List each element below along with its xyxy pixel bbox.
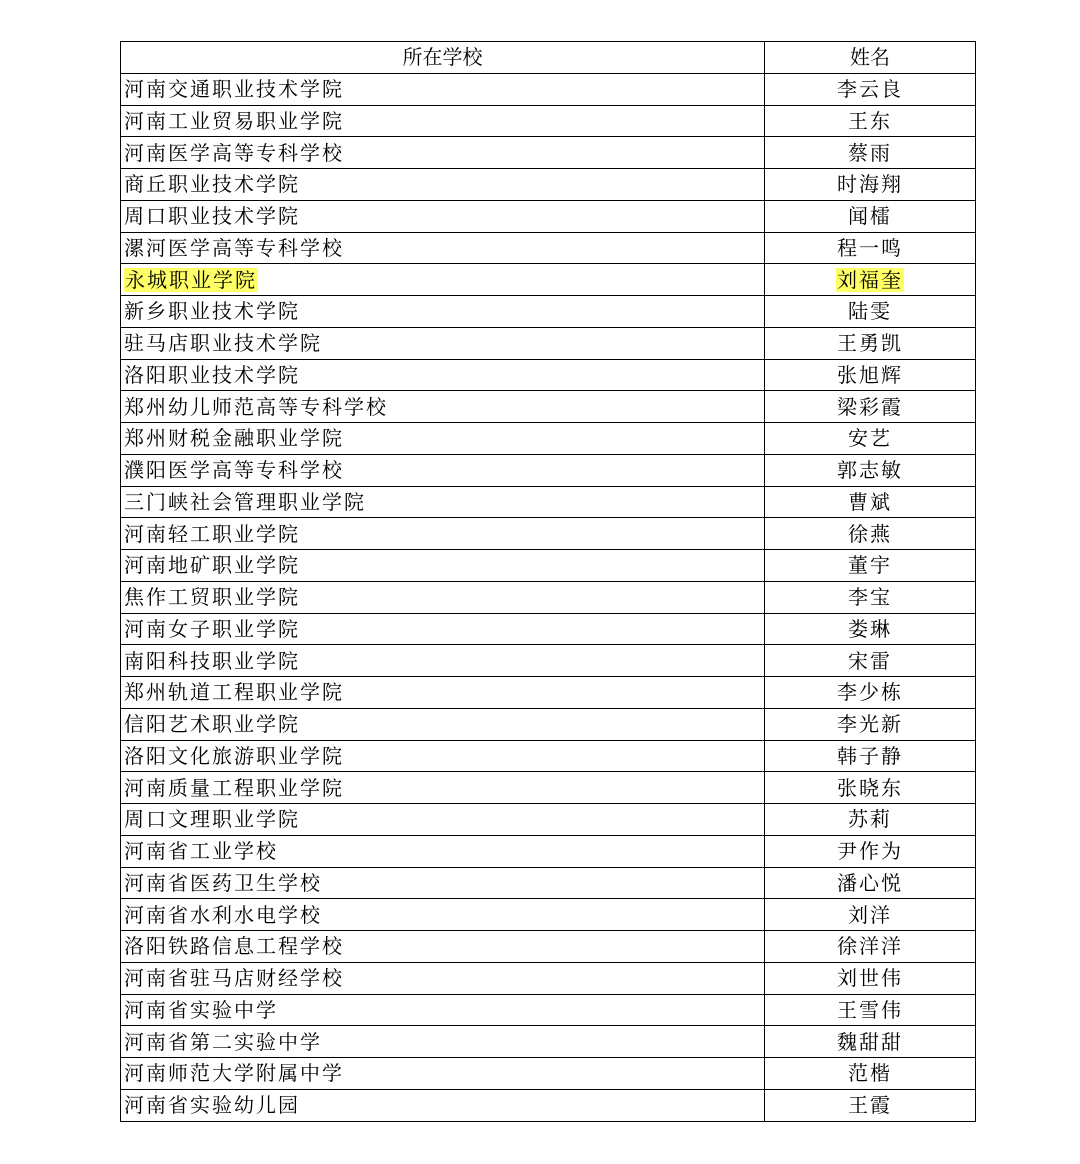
table-row bbox=[121, 359, 976, 391]
school-name-text: 河南质量工程职业学院 bbox=[124, 775, 344, 800]
table-row bbox=[121, 708, 976, 740]
school-name-text: 濮阳医学高等专科学校 bbox=[124, 458, 344, 483]
school-name-text: 郑州轨道工程职业学院 bbox=[124, 680, 344, 705]
table-row bbox=[121, 73, 976, 105]
person-name-text: 刘世伟 bbox=[837, 966, 903, 991]
school-cell bbox=[121, 1089, 765, 1121]
person-cell bbox=[765, 518, 976, 550]
person-name-text: 王雪伟 bbox=[837, 997, 903, 1022]
school-name-text: 河南师范大学附属中学 bbox=[124, 1061, 344, 1086]
school-name-text: 河南轻工职业学院 bbox=[124, 521, 300, 546]
school-name-text: 河南省实验幼儿园 bbox=[124, 1093, 300, 1118]
school-cell bbox=[121, 1058, 765, 1090]
table-row bbox=[121, 994, 976, 1026]
school-cell bbox=[121, 867, 765, 899]
school-cell bbox=[121, 772, 765, 804]
table-row bbox=[121, 296, 976, 328]
school-cell bbox=[121, 296, 765, 328]
person-name-text: 曹斌 bbox=[848, 489, 892, 514]
school-name-text: 永城职业学院 bbox=[125, 267, 257, 292]
table-row bbox=[121, 454, 976, 486]
person-name-text: 张旭辉 bbox=[837, 362, 903, 387]
person-name-text: 苏莉 bbox=[848, 807, 892, 832]
person-cell bbox=[765, 581, 976, 613]
roster-sheet bbox=[120, 41, 975, 1122]
person-cell bbox=[765, 169, 976, 201]
person-cell bbox=[765, 486, 976, 518]
school-cell bbox=[121, 423, 765, 455]
school-name-text: 周口文理职业学院 bbox=[124, 807, 300, 832]
school-name-text: 郑州幼儿师范高等专科学校 bbox=[124, 394, 388, 419]
person-name-text: 蔡雨 bbox=[848, 140, 892, 165]
person-cell bbox=[765, 1026, 976, 1058]
school-cell bbox=[121, 740, 765, 772]
person-cell bbox=[765, 994, 976, 1026]
school-name-text: 河南省第二实验中学 bbox=[124, 1029, 322, 1054]
school-cell bbox=[121, 550, 765, 582]
person-cell bbox=[765, 232, 976, 264]
school-name-text: 河南省水利水电学校 bbox=[124, 902, 322, 927]
table-row bbox=[121, 645, 976, 677]
table-row bbox=[121, 169, 976, 201]
school-name-text: 河南地矿职业学院 bbox=[124, 553, 300, 578]
person-name-text: 张晓东 bbox=[837, 775, 903, 800]
person-name-text: 董宇 bbox=[848, 553, 892, 578]
person-name-text: 闻檑 bbox=[848, 204, 892, 229]
person-cell bbox=[765, 105, 976, 137]
person-name-text: 宋雷 bbox=[848, 648, 892, 673]
table-row bbox=[121, 740, 976, 772]
person-cell bbox=[765, 296, 976, 328]
school-name-text: 焦作工贸职业学院 bbox=[124, 585, 300, 610]
header-name: 姓名 bbox=[765, 42, 976, 74]
person-name-text: 李云良 bbox=[837, 77, 903, 102]
header-row bbox=[121, 42, 976, 74]
person-cell bbox=[765, 359, 976, 391]
person-cell bbox=[765, 772, 976, 804]
person-cell bbox=[765, 391, 976, 423]
table-row bbox=[121, 486, 976, 518]
person-name-text: 李光新 bbox=[837, 712, 903, 737]
table-row bbox=[121, 1026, 976, 1058]
person-name-text: 潘心悦 bbox=[837, 870, 903, 895]
school-cell bbox=[121, 804, 765, 836]
school-name-text: 驻马店职业技术学院 bbox=[124, 331, 322, 356]
person-name-text: 王东 bbox=[848, 108, 892, 133]
table-row bbox=[121, 931, 976, 963]
school-name-text: 新乡职业技术学院 bbox=[124, 299, 300, 324]
person-name-text: 陆雯 bbox=[848, 299, 892, 324]
person-cell bbox=[765, 740, 976, 772]
person-cell bbox=[765, 677, 976, 709]
table-row bbox=[121, 899, 976, 931]
roster-table bbox=[120, 41, 976, 1122]
school-cell bbox=[121, 454, 765, 486]
school-cell bbox=[121, 105, 765, 137]
table-row bbox=[121, 613, 976, 645]
school-name-text: 河南交通职业技术学院 bbox=[124, 77, 344, 102]
person-cell bbox=[765, 550, 976, 582]
table-row bbox=[121, 423, 976, 455]
table-row bbox=[121, 232, 976, 264]
school-cell bbox=[121, 994, 765, 1026]
table-row bbox=[121, 391, 976, 423]
person-name-text: 李少栋 bbox=[837, 680, 903, 705]
person-cell bbox=[765, 835, 976, 867]
school-name-text: 周口职业技术学院 bbox=[124, 204, 300, 229]
school-cell bbox=[121, 264, 765, 296]
school-cell bbox=[121, 391, 765, 423]
person-name-text: 尹作为 bbox=[837, 839, 903, 864]
person-name-text: 徐洋洋 bbox=[837, 934, 903, 959]
person-name-text: 王霞 bbox=[848, 1093, 892, 1118]
table-row bbox=[121, 200, 976, 232]
school-cell bbox=[121, 899, 765, 931]
person-cell bbox=[765, 1089, 976, 1121]
table-row bbox=[121, 772, 976, 804]
table-row bbox=[121, 1058, 976, 1090]
roster-body bbox=[121, 73, 976, 1121]
school-cell bbox=[121, 931, 765, 963]
header-school: 所在学校 bbox=[121, 42, 765, 74]
school-name-text: 洛阳文化旅游职业学院 bbox=[124, 743, 344, 768]
school-name-text: 河南省实验中学 bbox=[124, 997, 278, 1022]
person-name-text: 安艺 bbox=[848, 426, 892, 451]
person-cell bbox=[765, 804, 976, 836]
person-cell bbox=[765, 1058, 976, 1090]
school-cell bbox=[121, 486, 765, 518]
person-name-text: 程一鸣 bbox=[837, 235, 903, 260]
table-row bbox=[121, 804, 976, 836]
person-name-text: 梁彩霞 bbox=[837, 394, 903, 419]
school-cell bbox=[121, 645, 765, 677]
table-row bbox=[121, 550, 976, 582]
person-cell bbox=[765, 645, 976, 677]
school-name-text: 河南省医药卫生学校 bbox=[124, 870, 322, 895]
school-name-text: 郑州财税金融职业学院 bbox=[124, 426, 344, 451]
table-row bbox=[121, 581, 976, 613]
table-row bbox=[121, 137, 976, 169]
school-cell bbox=[121, 518, 765, 550]
person-name-text: 范楷 bbox=[848, 1061, 892, 1086]
person-cell bbox=[765, 423, 976, 455]
school-cell bbox=[121, 169, 765, 201]
school-name-text: 河南省驻马店财经学校 bbox=[124, 966, 344, 991]
person-cell bbox=[765, 708, 976, 740]
school-cell bbox=[121, 1026, 765, 1058]
person-name-text: 时海翔 bbox=[837, 172, 903, 197]
school-name-text: 漯河医学高等专科学校 bbox=[124, 235, 344, 260]
person-name-text: 郭志敏 bbox=[837, 458, 903, 483]
person-cell bbox=[765, 899, 976, 931]
school-cell bbox=[121, 962, 765, 994]
table-row bbox=[121, 962, 976, 994]
school-name-text: 洛阳职业技术学院 bbox=[124, 362, 300, 387]
person-cell bbox=[765, 200, 976, 232]
school-name-text: 河南省工业学校 bbox=[124, 839, 278, 864]
person-cell bbox=[765, 931, 976, 963]
school-cell bbox=[121, 327, 765, 359]
person-cell bbox=[765, 867, 976, 899]
school-name-text: 河南医学高等专科学校 bbox=[124, 140, 344, 165]
table-row bbox=[121, 105, 976, 137]
school-name-text: 河南工业贸易职业学院 bbox=[124, 108, 344, 133]
school-name-text: 商丘职业技术学院 bbox=[124, 172, 300, 197]
person-name-text: 韩子静 bbox=[837, 743, 903, 768]
person-name-text: 魏甜甜 bbox=[837, 1029, 903, 1054]
school-name-text: 洛阳铁路信息工程学校 bbox=[124, 934, 344, 959]
table-row bbox=[121, 518, 976, 550]
table-row bbox=[121, 867, 976, 899]
person-cell bbox=[765, 962, 976, 994]
school-name-text: 信阳艺术职业学院 bbox=[124, 712, 300, 737]
school-cell bbox=[121, 137, 765, 169]
school-cell bbox=[121, 708, 765, 740]
table-row bbox=[121, 835, 976, 867]
person-name-text: 王勇凯 bbox=[837, 331, 903, 356]
person-name-text: 徐燕 bbox=[848, 521, 892, 546]
person-name-text: 李宝 bbox=[848, 585, 892, 610]
table-row bbox=[121, 1089, 976, 1121]
school-name-text: 南阳科技职业学院 bbox=[124, 648, 300, 673]
table-row bbox=[121, 677, 976, 709]
person-cell bbox=[765, 613, 976, 645]
person-cell bbox=[765, 264, 976, 296]
school-cell bbox=[121, 200, 765, 232]
person-name-text: 刘洋 bbox=[848, 902, 892, 927]
school-cell bbox=[121, 73, 765, 105]
person-cell bbox=[765, 327, 976, 359]
school-cell bbox=[121, 677, 765, 709]
table-row bbox=[121, 327, 976, 359]
person-cell bbox=[765, 137, 976, 169]
school-cell bbox=[121, 835, 765, 867]
person-cell bbox=[765, 454, 976, 486]
school-name-text: 河南女子职业学院 bbox=[124, 616, 300, 641]
school-cell bbox=[121, 232, 765, 264]
school-name-text: 三门峡社会管理职业学院 bbox=[124, 489, 366, 514]
person-cell bbox=[765, 73, 976, 105]
school-cell bbox=[121, 613, 765, 645]
table-row bbox=[121, 264, 976, 296]
school-cell bbox=[121, 359, 765, 391]
school-cell bbox=[121, 581, 765, 613]
person-name-text: 娄琳 bbox=[848, 616, 892, 641]
person-name-text: 刘福奎 bbox=[837, 267, 903, 292]
